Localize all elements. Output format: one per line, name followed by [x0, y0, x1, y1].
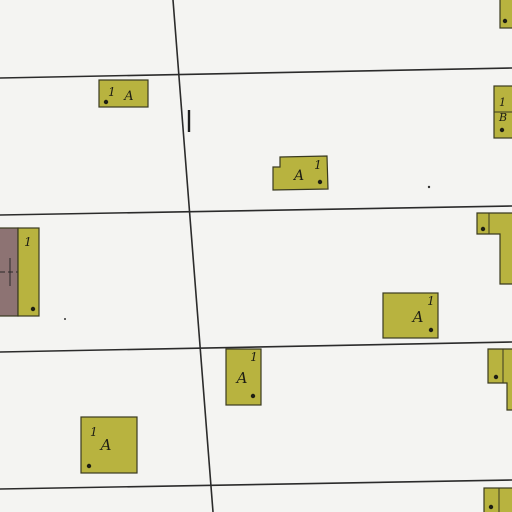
building-b3: [383, 293, 438, 338]
story-label: 1: [108, 85, 116, 99]
type-label: A: [412, 308, 424, 326]
building-b4: [226, 349, 261, 405]
story-label: 1: [90, 425, 98, 439]
building-b2: [273, 156, 328, 190]
building-b5: [81, 417, 137, 473]
ink-dot: [64, 318, 66, 320]
story-label: 1: [314, 158, 322, 172]
story-label: 1: [250, 350, 258, 364]
building-fragment: [484, 488, 512, 512]
building-b1: [99, 80, 148, 107]
type-label: A: [236, 369, 248, 387]
type-label: A: [293, 168, 305, 184]
building-b6: [500, 0, 512, 28]
story-label: 1: [427, 294, 435, 308]
type-label: A: [124, 89, 134, 104]
building-b8: [494, 86, 512, 138]
type-label: B: [499, 111, 508, 124]
story-label: 1: [499, 96, 506, 109]
type-label: A: [100, 436, 112, 454]
building-b7: [18, 228, 39, 316]
ink-dot: [428, 186, 430, 188]
story-label: 1: [24, 235, 32, 249]
